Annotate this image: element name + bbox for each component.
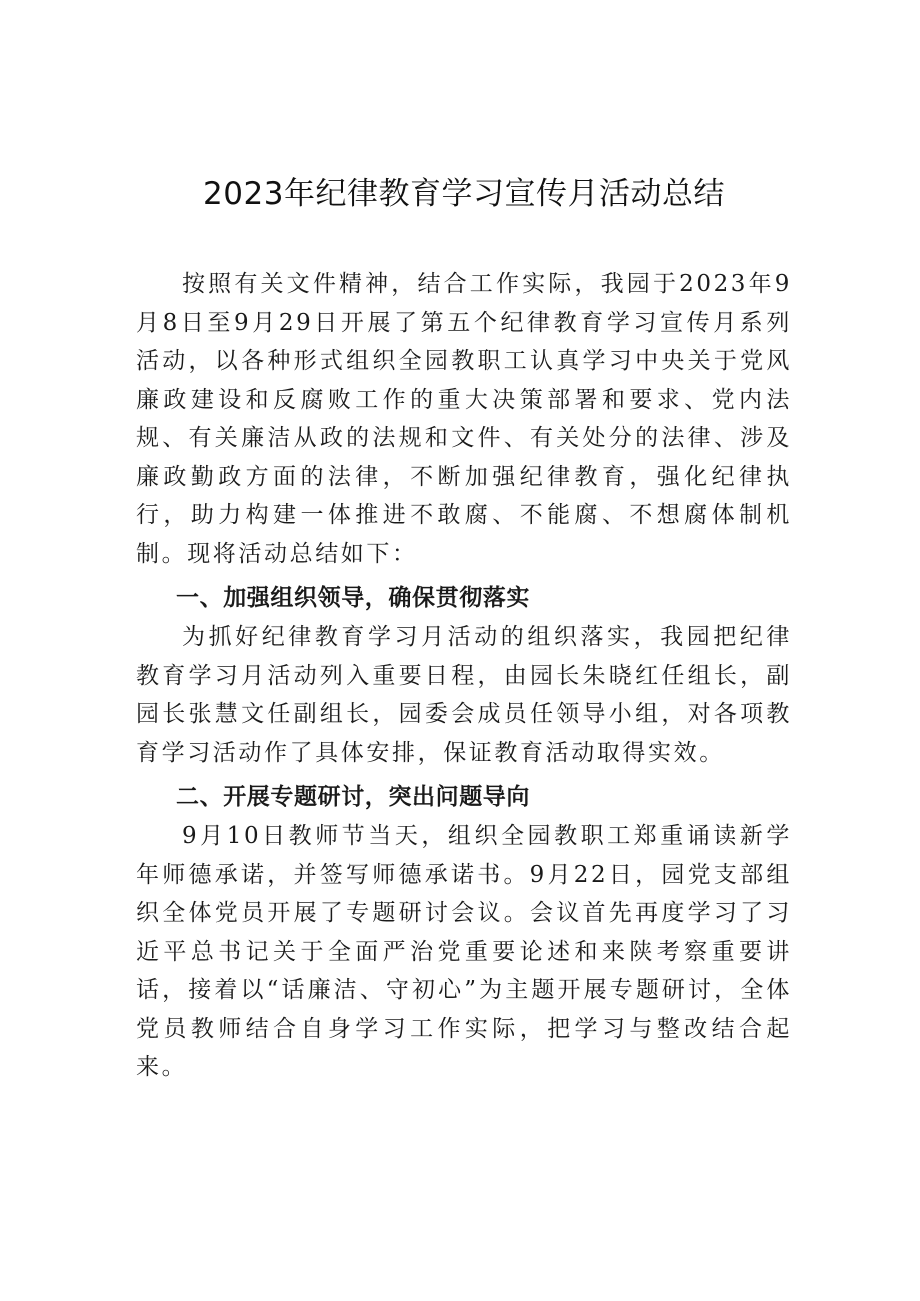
section-body: 为抓好纪律教育学习月活动的组织落实，我园把纪律教育学习月活动列入重要日程，由园长朱晓红任组长，副园长张慧文任副组长，园委会成员任领导小组，对各项教育学习活动作了具体安排，保证教育活动取得实效。: [136, 624, 792, 766]
document-title: 2023年纪律教育学习宣传月活动总结: [203, 176, 725, 212]
section-heading: 一、加强组织领导，确保贯彻落实: [176, 585, 530, 611]
section-1: [136, 578, 792, 772]
section-heading: 二、开展专题研讨，突出问题导向: [176, 784, 530, 810]
section-2: [136, 777, 792, 1087]
section-body: 9月10日教师节当天，组织全园教职工郑重诵读新学年师德承诺，并签写师德承诺书。9月22日，园党支部组织全体党员开展了专题研讨会议。会议首先再度学习了习近平总书记关于全面严治党重要论述和来陕考察重要讲话，接着以“话廉洁、守初心”为主题开展专题研讨，全体党员教师结合自身学习工作实际，把学习与整改结合起来。: [136, 823, 792, 1080]
intro-paragraph: 按照有关文件精神，结合工作实际，我园于2023年9月8日至9月29日开展了第五个纪律教育学习宣传月系列活动，以各种形式组织全园教职工认真学习中央关于党风廉政建设和反腐败工作的重大决策部署和要求、党内法规、有关廉洁从政的法规和文件、有关处分的法律、涉及廉政勤政方面的法律，不断加强纪律教育，强化纪律执行，助力构建一体推进不敢腐、不能腐、不想腐体制机制。现将活动总结如下：: [136, 271, 792, 567]
